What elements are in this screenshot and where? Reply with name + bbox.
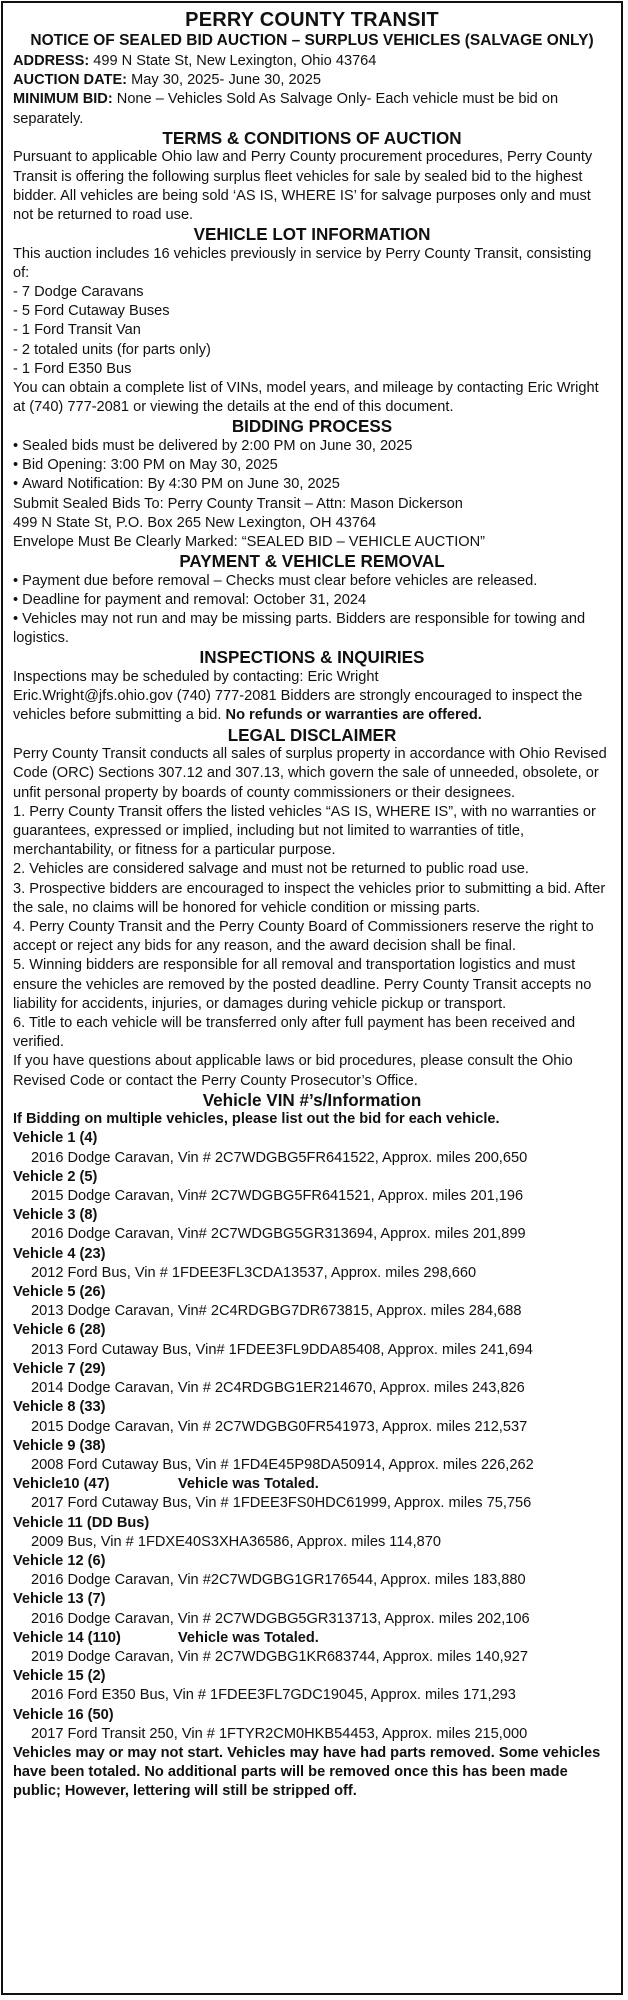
minimum-bid-line [13,90,611,128]
vehicle-heading [13,1360,611,1379]
vehicle-heading [13,1321,611,1340]
legal-item: 5. Winning bidders are responsible for all removal and transportation logistics and must ensure the vehicles are removed by the posted deadline. Perry County Transit accepts no liability for accidents, injuries, or damages during vehicle pickup or transport. [13,957,592,1012]
bidding-bullet: • Award Notification: By 4:30 PM on June 30, 2025 [13,475,611,494]
inspections-detail [13,687,611,725]
vehicle-heading [13,1629,611,1648]
lot-item: - 1 Ford E350 Bus [13,360,132,377]
vehicle-list [13,1129,611,1744]
vehicle-label: Vehicle 9 (38) [13,1437,106,1454]
vehicle-heading [13,1437,611,1456]
terms-text: Pursuant to applicable Ohio law and Perry County procurement procedures, Perry County Transit is offering the following surplus fleet vehicles for sale by sealed bid to the highest bidder. All vehicles are being sold ‘AS IS, WHERE IS’ for salvage purposes only and must not be returned to road use. [13,149,593,223]
lot-list [13,283,611,379]
lot-heading: VEHICLE LOT INFORMATION [193,225,431,245]
payment-bullet: • Deadline for payment and removal: October 31, 2024 [13,591,611,610]
legal-heading: LEGAL DISCLAIMER [227,725,397,745]
vehicle-label: Vehicle 15 (2) [13,1668,106,1685]
lot-intro: This auction includes 16 vehicles previously in service by Perry County Transit, consisting of: [13,245,592,281]
vehicle-detail: 2012 Ford Bus, Vin # 1FDEE3FL3CDA13537, Approx. miles 298,660 [31,1264,477,1281]
auction-notice [1,1,623,1995]
address-label: ADDRESS: [13,53,90,69]
vehicle-detail: 2016 Dodge Caravan, Vin #2C7WDGBG1GR176544, Approx. miles 183,880 [31,1572,526,1589]
vehicle-label: Vehicle 14 (110) [13,1629,121,1646]
legal-item: 3. Prospective bidders are encouraged to inspect the vehicles prior to submitting a bid. After the sale, no claims will be honored for vehicle condition or missing parts. [13,880,606,916]
vehicle-detail: 2014 Dodge Caravan, Vin # 2C4RDGBG1ER214670, Approx. miles 243,826 [31,1380,525,1397]
vehicle-heading [13,1398,611,1417]
vehicle-detail: 2013 Ford Cutaway Bus, Vin# 1FDEE3FL9DDA85408, Approx. miles 241,694 [31,1341,533,1358]
bidding-bullets [13,437,611,495]
payment-heading: PAYMENT & VEHICLE REMOVAL [179,552,445,572]
address-line [13,52,611,71]
vehicle-detail: 2008 Ford Cutaway Bus, Vin # 1FD4E45P98DA50914, Approx. miles 226,262 [31,1456,534,1473]
auction-date-value: May 30, 2025- June 30, 2025 [127,72,321,89]
lot-item: - 1 Ford Transit Van [13,322,141,339]
notice-title: PERRY COUNTY TRANSIT [185,9,439,31]
vehicle-label: Vehicle 12 (6) [13,1552,106,1569]
bidding-heading: BIDDING PROCESS [231,417,393,437]
vin-instruction: If Bidding on multiple vehicles, please list out the bid for each vehicle. [13,1111,500,1128]
terms-heading: TERMS & CONDITIONS OF AUCTION [162,128,462,148]
vehicle-heading [13,1168,611,1187]
submit-line: Envelope Must Be Clearly Marked: “SEALED BID – VEHICLE AUCTION” [13,533,486,550]
minimum-bid-label: MINIMUM BID: [13,91,113,108]
legal-item: 1. Perry County Transit offers the listed vehicles “AS IS, WHERE IS”, with no warranties or guarantees, expressed or implied, including but not limited to warranties of title, merchantability, or fitness for a particular purpose. [13,803,596,859]
vin-heading: Vehicle VIN #’s/Information [202,1090,422,1110]
vehicle-heading [13,1590,611,1609]
vin-footer: Vehicles may or may not start. Vehicles may have had parts removed. Some vehicles have been totaled. No additional parts will be removed once this has been made public; However, lettering will still be stripped off. [13,1744,601,1800]
vehicle-label: Vehicle 4 (23) [13,1245,106,1262]
vehicle-detail: 2017 Ford Cutaway Bus, Vin # 1FDEE3FS0HDC61999, Approx. miles 75,756 [31,1495,532,1512]
auction-date-label: AUCTION DATE: [13,72,128,89]
vehicle-detail: 2015 Dodge Caravan, Vin# 2C7WDGBG5FR641521, Approx. miles 201,196 [31,1188,524,1205]
payment-bullets [13,572,611,649]
inspections-text: Eric.Wright@jfs.ohio.gov (740) 777-2081 Bidders are strongly encouraged to inspect the vehicles before submitting a bid. [13,688,583,724]
vehicle-heading [13,1706,611,1725]
inspections-heading: INSPECTIONS & INQUIRIES [199,648,425,668]
vehicle-detail: 2013 Dodge Caravan, Vin# 2C4RDGBG7DR673815, Approx. miles 284,688 [31,1303,522,1320]
vehicle-detail: 2017 Ford Transit 250, Vin # 1FTYR2CM0HKB54453, Approx. miles 215,000 [31,1725,528,1742]
vehicle-label: Vehicle 6 (28) [13,1322,106,1339]
legal-outro: If you have questions about applicable laws or bid procedures, please consult the Ohio Revised Code or contact the Perry County Prosecutor’s Office. [13,1053,573,1089]
vehicle-detail: 2016 Dodge Caravan, Vin # 2C7WDGBG5FR641522, Approx. miles 200,650 [31,1149,528,1166]
vehicle-detail: 2019 Dodge Caravan, Vin # 2C7WDGBG1KR683744, Approx. miles 140,927 [31,1648,529,1665]
vehicle-detail: 2016 Dodge Caravan, Vin# 2C7WDGBG5GR313694, Approx. miles 201,899 [31,1226,526,1243]
minimum-bid-value: None – Vehicles Sold As Salvage Only- Each vehicle must be bid on separately. [13,91,559,127]
vehicle-label: Vehicle 3 (8) [13,1207,98,1224]
vehicle-detail: 2015 Dodge Caravan, Vin # 2C7WDGBG0FR541973, Approx. miles 212,537 [31,1418,528,1435]
vehicle-label: Vehicle 7 (29) [13,1360,106,1377]
legal-item: 6. Title to each vehicle will be transferred only after full payment has been received and verified. [13,1014,576,1051]
vehicle-label: Vehicle10 (47) [13,1476,110,1493]
vehicle-label: Vehicle 13 (7) [13,1591,106,1608]
vehicle-label: Vehicle 2 (5) [13,1168,98,1185]
vehicle-heading [13,1475,611,1494]
vehicle-label: Vehicle 11 (DD Bus) [13,1514,150,1531]
no-refunds-notice: No refunds or warranties are offered. [225,707,482,724]
notice-subtitle: NOTICE OF SEALED BID AUCTION – SURPLUS VEHICLES (SALVAGE ONLY) [30,32,594,49]
vehicle-detail: 2016 Dodge Caravan, Vin # 2C7WDGBG5GR313713, Approx. miles 202,106 [31,1610,530,1627]
inspections-contact: Inspections may be scheduled by contacting: Eric Wright [13,668,379,685]
vehicle-totaled-note: Vehicle was Totaled. [178,1629,319,1646]
vehicle-detail: 2009 Bus, Vin # 1FDXE40S3XHA36586, Approx. miles 114,870 [31,1533,441,1550]
vehicle-heading [13,1514,611,1533]
vehicle-label: Vehicle 16 (50) [13,1706,114,1723]
submit-line: 499 N State St, P.O. Box 265 New Lexington, OH 43764 [13,514,377,531]
vehicle-label: Vehicle 5 (26) [13,1284,106,1301]
vehicle-heading [13,1245,611,1264]
legal-intro: Perry County Transit conducts all sales of surplus property in accordance with Ohio Revised Code (ORC) Sections 307.12 and 307.13, which govern the sale of unneeded, obsolete, or unfit personal property by boards of county commissioners or their designees. [13,746,607,801]
vehicle-heading [13,1552,611,1571]
payment-bullet: • Payment due before removal – Checks must clear before vehicles are released. [13,572,611,591]
legal-item: 2. Vehicles are considered salvage and must not be returned to public road use. [13,861,529,878]
lot-item: - 5 Ford Cutaway Buses [13,303,170,320]
vehicle-heading [13,1667,611,1686]
address-value: 499 N State St, New Lexington, Ohio 43764 [89,53,377,69]
bidding-bullet: • Sealed bids must be delivered by 2:00 PM on June 30, 2025 [13,437,611,456]
vehicle-label: Vehicle 8 (33) [13,1399,106,1416]
bidding-bullet: • Bid Opening: 3:00 PM on May 30, 2025 [13,456,611,475]
vehicle-heading [13,1129,611,1148]
vehicle-totaled-note: Vehicle was Totaled. [178,1476,319,1493]
legal-item: 4. Perry County Transit and the Perry County Board of Commissioners reserve the right to accept or reject any bids for any reason, and the award decision shall be final. [13,918,594,955]
auction-date-line [13,71,611,90]
lot-outro: You can obtain a complete list of VINs, model years, and mileage by contacting Eric Wright at (740) 777-2081 or viewing the details at the end of this document. [13,380,599,416]
vehicle-detail: 2016 Ford E350 Bus, Vin # 1FDEE3FL7GDC19045, Approx. miles 171,293 [31,1687,516,1704]
payment-bullet: • Vehicles may not run and may be missing parts. Bidders are responsible for towing and logistics. [13,610,611,648]
vehicle-heading [13,1283,611,1302]
vehicle-label: Vehicle 1 (4) [13,1130,98,1147]
submit-line: Submit Sealed Bids To: Perry County Transit – Attn: Mason Dickerson [13,495,463,512]
vehicle-heading [13,1206,611,1225]
lot-item: - 2 totaled units (for parts only) [13,341,211,358]
lot-item: - 7 Dodge Caravans [13,284,144,301]
